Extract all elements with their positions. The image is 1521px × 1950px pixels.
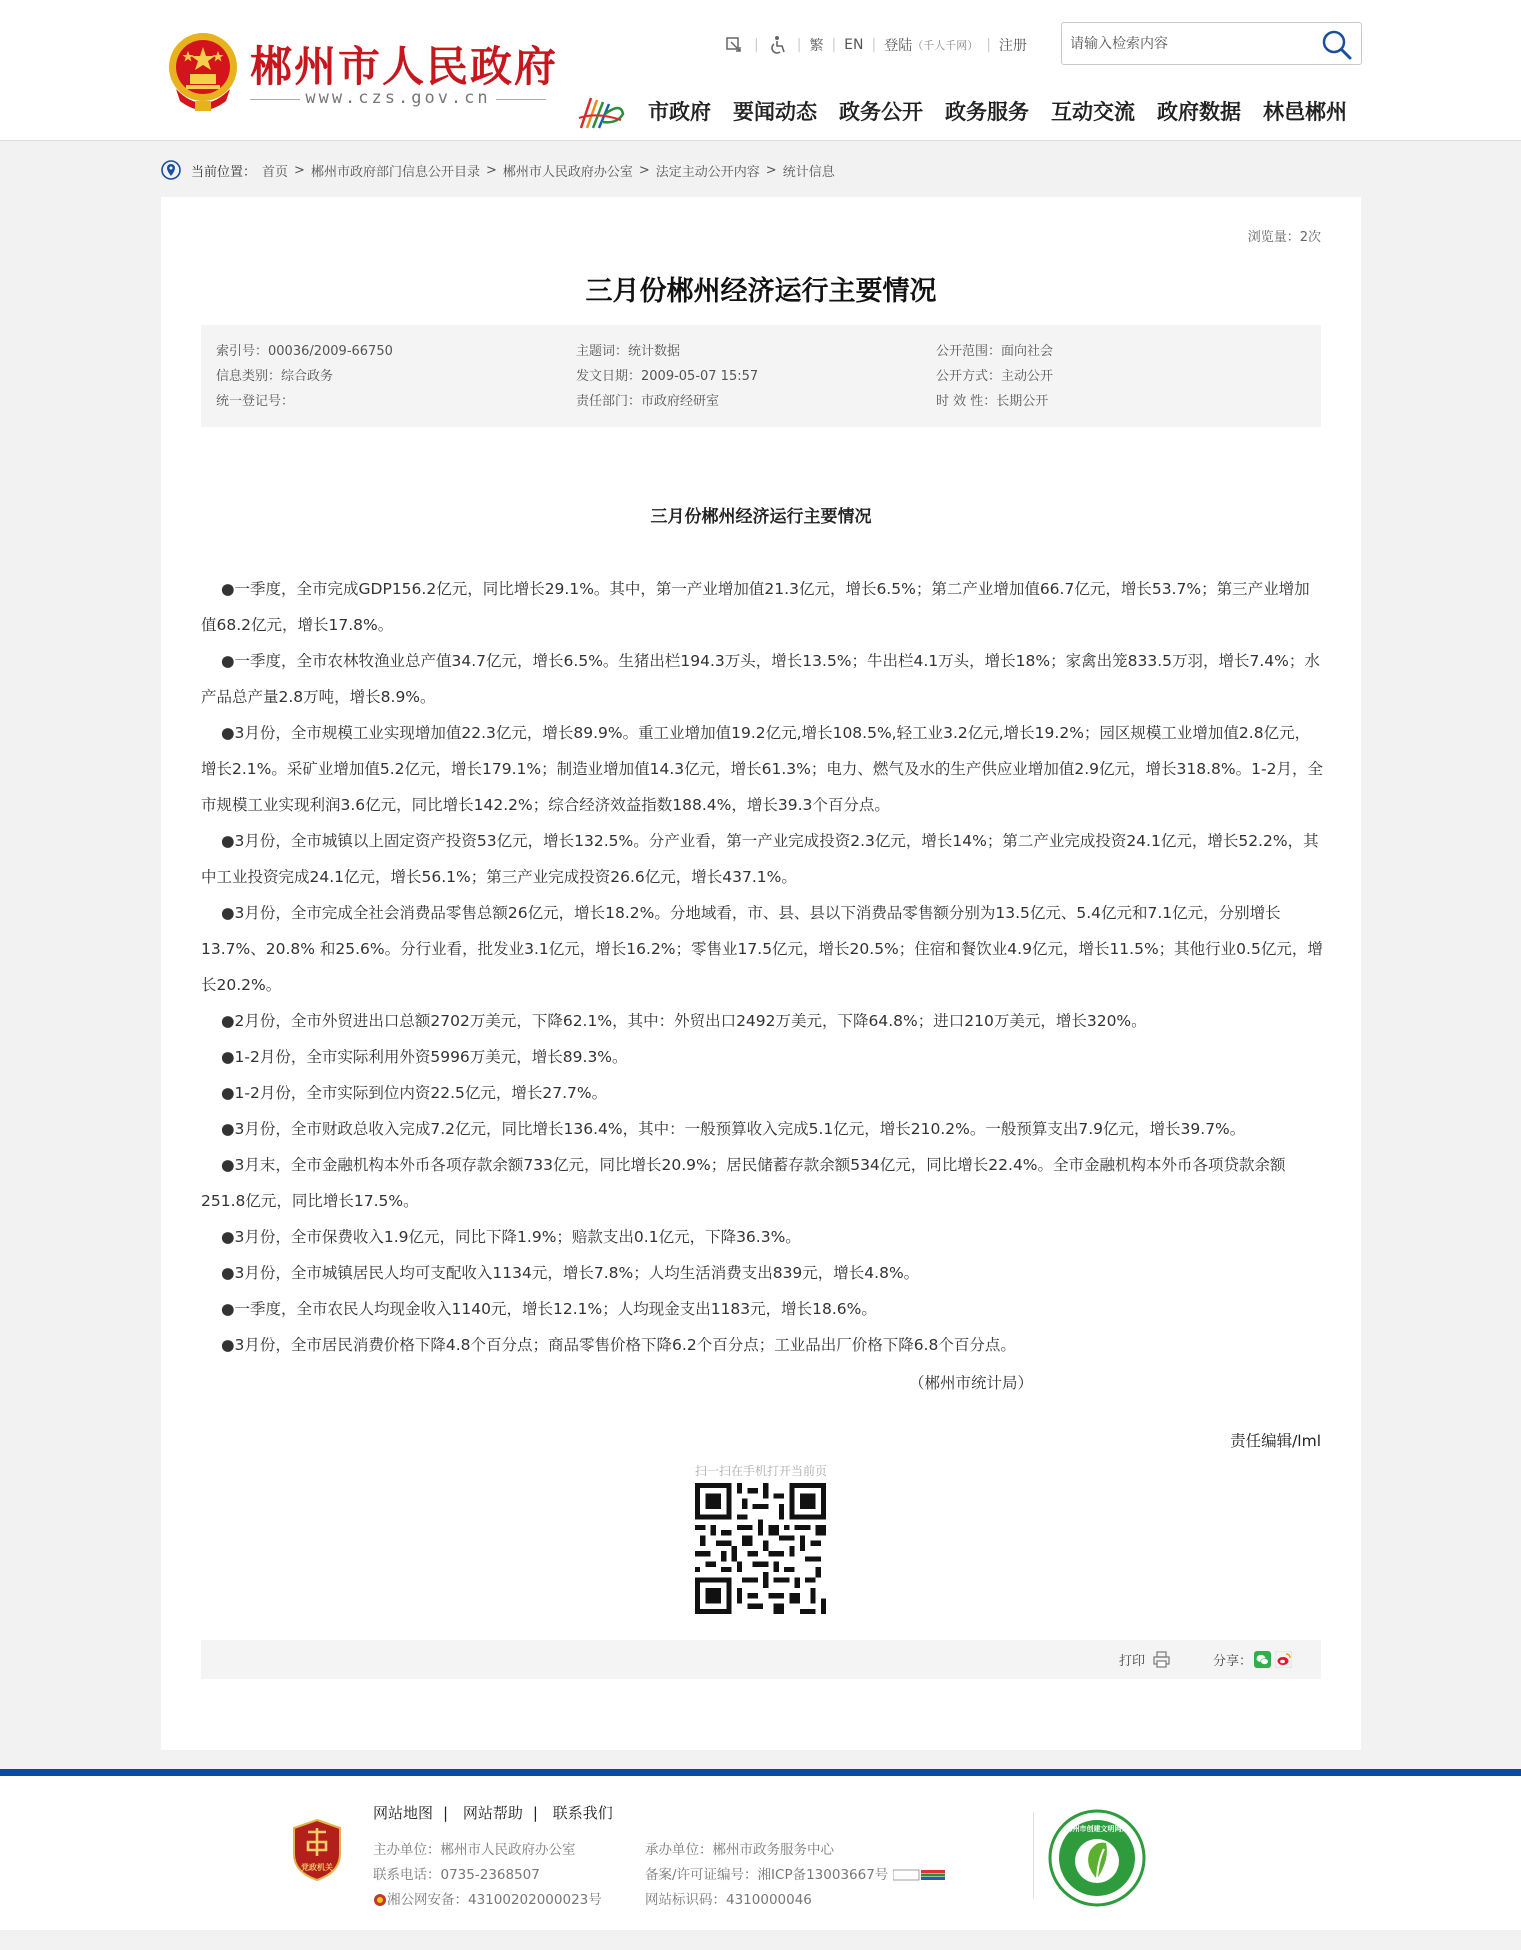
meta-scope: 公开范围：面向社会 <box>936 344 1054 359</box>
nav-item-news[interactable]: 要闻动态 <box>733 100 817 124</box>
national-emblem-icon <box>166 27 240 113</box>
police-badge-icon <box>373 1893 387 1907</box>
meta-column <box>936 339 1053 414</box>
breadcrumb-item-directory[interactable]: 郴州市政府部门信息公开目录 <box>310 164 480 180</box>
qr-code-icon <box>695 1483 826 1614</box>
meta-validity: 时 效 性：长期公开 <box>936 394 1049 409</box>
nav-item-interaction[interactable]: 互动交流 <box>1051 100 1135 124</box>
footer-site-id: 网站标识码：4310000046 <box>645 1892 812 1908</box>
printer-icon <box>1153 1651 1170 1668</box>
breadcrumb-item-statistics[interactable]: 统计信息 <box>782 164 835 180</box>
article-paragraph: ●一季度，全市农民人均现金收入1140元，增长12.1%；人均现金支出1183元，增长18.6%。 <box>221 1300 877 1318</box>
article-source: （郴州市统计局） <box>908 1374 1033 1392</box>
breadcrumb-separator: > <box>485 162 497 178</box>
nav-item-linyi-chenzhou[interactable]: 林邑郴州 <box>1263 100 1347 124</box>
breadcrumb-separator: > <box>765 162 777 178</box>
weibo-icon[interactable] <box>1275 1651 1292 1668</box>
article-paragraph: ●1-2月份，全市实际利用外资5996万美元，增长89.3%。 <box>221 1048 628 1066</box>
print-button[interactable] <box>1119 1650 1170 1669</box>
footer-link-sitemap[interactable]: 网站地图 <box>373 1804 434 1822</box>
icp-badge-icon <box>893 1869 945 1881</box>
article-body <box>201 571 1325 1363</box>
nav-item-city-government[interactable]: 市政府 <box>648 100 711 124</box>
search-input[interactable] <box>1070 32 1310 56</box>
article-title: 三月份郴州经济运行主要情况 <box>585 276 937 307</box>
breadcrumb-label: 当前位置： <box>191 164 257 180</box>
article-paragraph: ●3月份，全市城镇居民人均可支配收入1134元，增长7.8%；人均生活消费支出839元，增长4.8%。 <box>221 1264 920 1282</box>
article-paragraph: ●3月份，全市居民消费价格下降4.8个百分点；商品零售价格下降6.2个百分点；工业品出厂价格下降6.8个百分点。 <box>221 1336 1016 1354</box>
article-paragraph: ●3月份，全市规模工业实现增加值22.3亿元，增长89.9%。重工业增加值19.2亿元,增长108.5%,轻工业3.2亿元,增长19.2%；园区规模工业增加值2.8亿元，增长2.1%。采矿业增加值5.2亿元，增长179.1%；制造业增加值14.3亿元，增长61.3%；电力、燃气及水的生产供应业增加值2.9亿元，增长318.8%。1-2月，全市规模工业实现利润3.6亿元，同比增长142.2%；综合经济效益指数188.4%，增长39.3个百分点。 <box>201 724 1323 814</box>
site-header <box>0 0 1521 141</box>
footer-divider <box>1033 1812 1034 1898</box>
search-icon[interactable] <box>1321 29 1353 61</box>
english-link[interactable]: EN <box>844 37 864 53</box>
qr-caption: 扫一扫在手机打开当前页 <box>694 1464 827 1478</box>
site-footer <box>0 1769 1521 1930</box>
article-paragraph: ●3月份，全市城镇以上固定资产投资53亿元，增长132.5%。分产业看，第一产业完成投资2.3亿元，增长14%；第二产业完成投资24.1亿元，增长52.2%，其中工业投资完成24.1亿元，增长56.1%；第三产业完成投资26.6亿元，增长437.1%。 <box>201 832 1319 886</box>
footer-info-right <box>645 1838 945 1913</box>
meta-column <box>216 339 393 414</box>
meta-keywords: 主题词：统计数据 <box>576 344 681 359</box>
badge-text: 党政机关 <box>301 1863 333 1872</box>
footer-icp-text[interactable]: 备案/许可证编号：湘ICP备13003667号 <box>645 1867 889 1883</box>
article-paragraph: ●3月份，全市保费收入1.9亿元，同比下降1.9%；赔款支出0.1亿元，下降36.3%。 <box>221 1228 801 1246</box>
traditional-chinese-link[interactable]: 繁 <box>809 38 824 54</box>
breadcrumb-item-statutory[interactable]: 法定主动公开内容 <box>655 164 760 180</box>
article-paragraph: ●3月末，全市金融机构本外币各项存款余额733亿元，同比增长20.9%；居民储蓄存款余额534亿元，同比增长22.4%。全市金融机构本外币各项贷款余额251.8亿元，同比增长17.5%。 <box>201 1156 1286 1210</box>
footer-icp <box>645 1863 945 1888</box>
article-paragraph: ●一季度，全市农林牧渔业总产值34.7亿元，增长6.5%。生猪出栏194.3万头，增长13.5%；牛出栏4.1万头，增长18%；家禽出笼833.5万羽，增长7.4%；水产品总产量2.8万吨，增长8.9%。 <box>201 652 1320 706</box>
login-link[interactable]: 登陆 <box>884 38 913 54</box>
footer-organizer: 承办单位：郴州市政务服务中心 <box>645 1842 834 1858</box>
share-bar <box>201 1640 1321 1679</box>
meta-registration-number: 统一登记号： <box>216 394 295 409</box>
top-links: | | 繁 | EN | 登陆 （千人千网） | 注册 <box>724 34 1027 56</box>
article-paragraph: ●1-2月份，全市实际到位内资22.5亿元，增长27.7%。 <box>221 1084 608 1102</box>
print-label: 打印 <box>1119 1654 1146 1669</box>
meta-column <box>576 339 758 414</box>
breadcrumb <box>161 158 835 182</box>
footer-police-record-text[interactable]: 湘公网安备：43100202000023号 <box>387 1892 602 1908</box>
footer-phone: 联系电话：0735-2368507 <box>373 1867 540 1883</box>
meta-index-number: 索引号：00036/2009-66750 <box>216 344 393 359</box>
article-meta <box>201 325 1321 427</box>
party-government-badge-icon[interactable] <box>290 1818 344 1882</box>
breadcrumb-separator: > <box>638 162 650 178</box>
login-note: （千人千网） <box>912 39 979 52</box>
nav-item-government-affairs[interactable]: 政务公开 <box>839 100 923 124</box>
nav-item-government-data[interactable]: 政府数据 <box>1157 100 1241 124</box>
article-paragraph: ●2月份，全市外贸进出口总额2702万美元，下降62.1%，其中：外贸出口2492万美元，下降64.8%；进口210万美元，增长320%。 <box>221 1012 1147 1030</box>
footer-info-left <box>373 1838 602 1913</box>
site-domain: www.czs.gov.cn <box>250 88 546 108</box>
wechat-icon[interactable] <box>1254 1651 1271 1668</box>
footer-link-help[interactable]: 网站帮助 <box>462 1804 523 1822</box>
meta-department: 责任部门：市政府经研室 <box>576 394 720 409</box>
meta-info-category: 信息类别：综合政务 <box>216 369 334 384</box>
nav-item-services[interactable]: 政务服务 <box>945 100 1029 124</box>
article-paragraph: ●3月份，全市财政总收入完成7.2亿元，同比增长136.4%，其中：一般预算收入完成5.1亿元，增长210.2%。一般预算支出7.9亿元，增长39.7%。 <box>221 1120 1246 1138</box>
meta-publish-date: 发文日期：2009-05-07 15:57 <box>576 369 759 384</box>
civilized-website-seal-icon[interactable] <box>1048 1809 1146 1907</box>
article-paragraph: ●一季度，全市完成GDP156.2亿元，同比增长29.1%。其中，第一产业增加值21.3亿元，增长6.5%；第二产业增加值66.7亿元，增长53.7%；第三产业增加值68.2亿元，增长17.8%。 <box>201 580 1310 634</box>
share-label: 分享： <box>1213 1654 1253 1669</box>
footer-links: 网站地图 | 网站帮助 | 联系我们 <box>373 1804 613 1822</box>
site-title[interactable]: 郴州市人民政府 <box>250 42 559 91</box>
view-count: 浏览量：2次 <box>1247 230 1321 245</box>
footer-police-record <box>373 1888 602 1913</box>
search-box <box>1061 22 1362 65</box>
main-nav <box>648 96 1347 126</box>
location-pin-icon <box>161 160 181 180</box>
breadcrumb-item-home[interactable]: 首页 <box>262 164 289 180</box>
breadcrumb-separator: > <box>294 162 305 178</box>
responsible-editor: 责任编辑/lml <box>1230 1432 1321 1450</box>
footer-sponsor: 主办单位：郴州市人民政府办公室 <box>373 1842 576 1858</box>
article-subtitle: 三月份郴州经济运行主要情况 <box>650 507 872 527</box>
nav-logo-icon <box>577 92 627 132</box>
register-link[interactable]: 注册 <box>998 38 1027 54</box>
seal-text: 郴州市创建文明网站 <box>1065 1825 1129 1833</box>
article-paragraph: ●3月份，全市完成全社会消费品零售总额26亿元，增长18.2%。分地域看，市、县、县以下消费品零售额分别为13.5亿元、5.4亿元和7.1亿元，分别增长13.7%、20.8% 和25.6%。分行业看，批发业3.1亿元，增长16.2%；零售业17.5亿元，增长20.5%；住宿和餐饮业4.9亿元，增长11.5%；其他行业0.5亿元，增长20.2%。 <box>201 904 1323 994</box>
footer-link-contact[interactable]: 联系我们 <box>552 1804 613 1822</box>
elderly-mode-icon[interactable] <box>724 35 746 55</box>
accessibility-icon[interactable] <box>767 35 789 55</box>
share-group <box>1213 1650 1292 1669</box>
breadcrumb-item-office[interactable]: 郴州市人民政府办公室 <box>502 164 633 180</box>
article-panel <box>161 197 1361 1750</box>
meta-method: 公开方式：主动公开 <box>936 369 1054 384</box>
